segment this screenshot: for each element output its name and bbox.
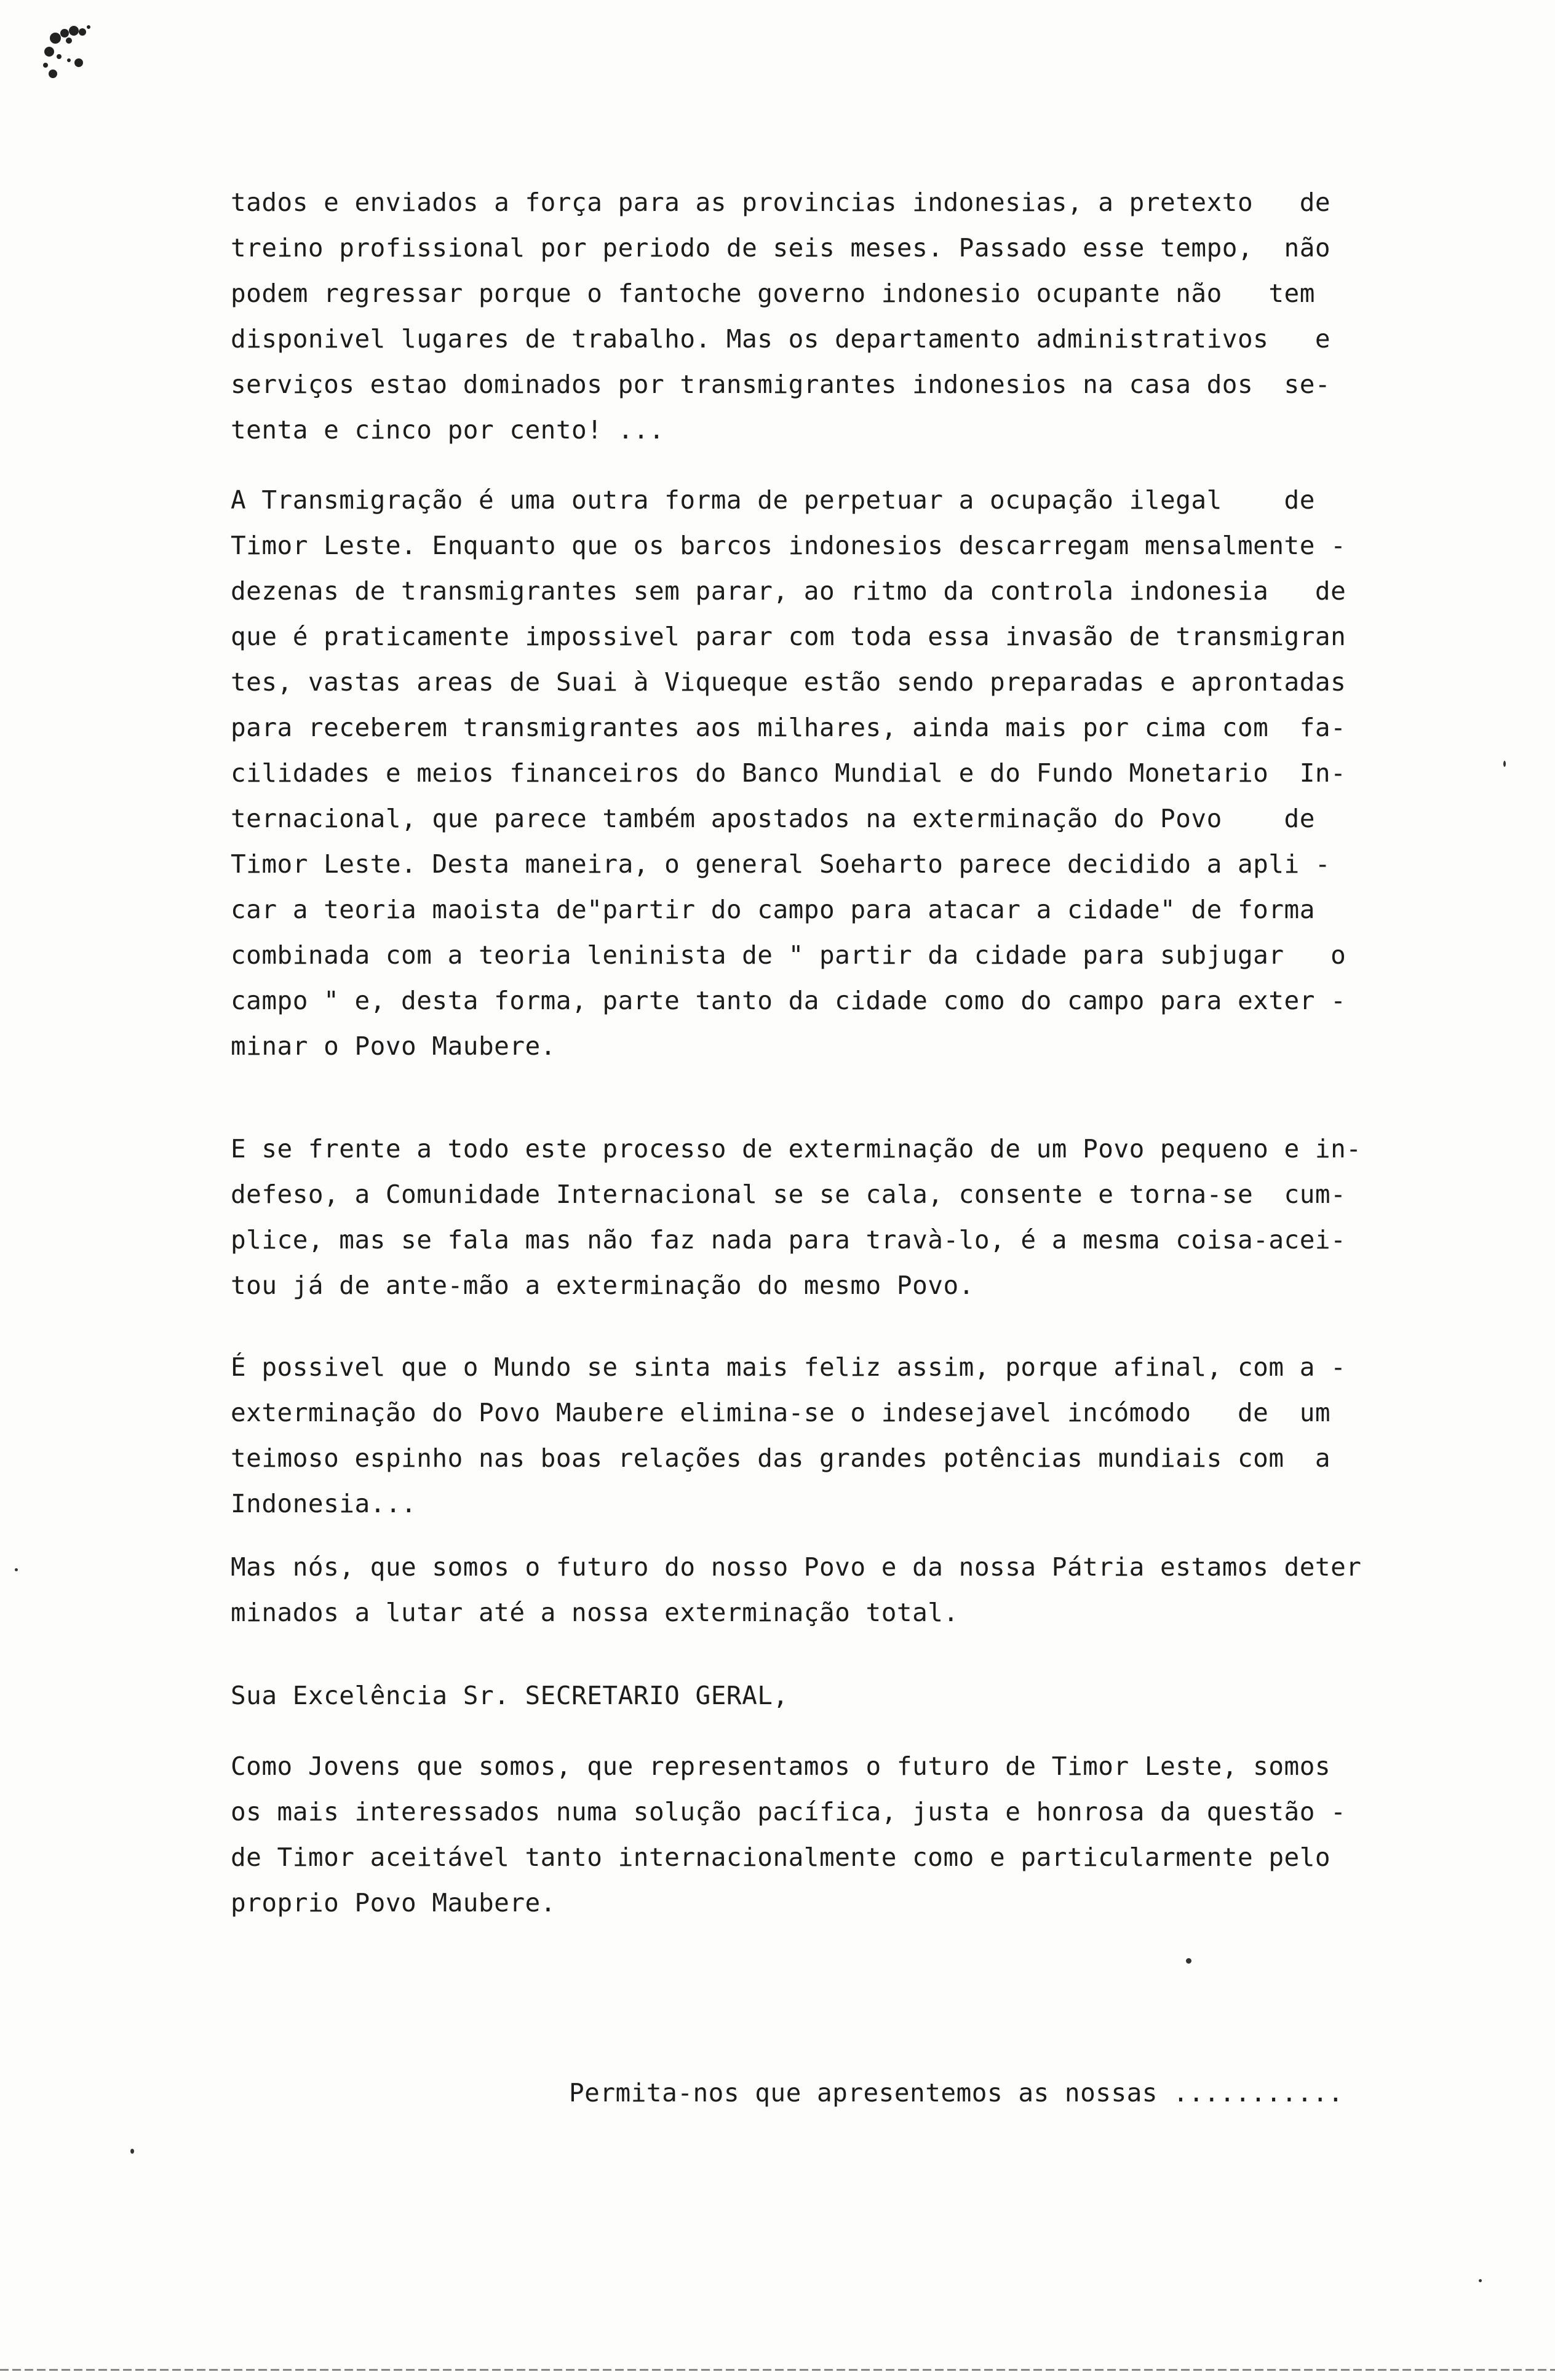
text-line: Indonesia...	[231, 1489, 417, 1518]
text-line: Timor Leste. Desta maneira, o general Soeharto parece decidido a apli -	[231, 849, 1331, 879]
text-line: cilidades e meios financeiros do Banco Mundial e do Fundo Monetario In-	[231, 758, 1346, 788]
paragraph-4	[231, 1344, 1430, 1526]
paragraph-1	[231, 180, 1430, 453]
ink-blot-mark	[31, 14, 105, 87]
text-line: campo " e, desta forma, parte tanto da cidade como do campo para exter -	[231, 986, 1346, 1015]
text-line: tados e enviados a força para as provincias indonesias, a pretexto de	[231, 188, 1331, 217]
text-line: disponivel lugares de trabalho. Mas os departamento administrativos e	[231, 324, 1331, 354]
text-line: plice, mas se fala mas não faz nada para travà-lo, é a mesma coisa-acei-	[231, 1225, 1346, 1255]
paragraph-5	[231, 1544, 1430, 1635]
paragraph-3	[231, 1126, 1430, 1308]
salutation	[231, 1673, 1430, 1718]
text-line: dezenas de transmigrantes sem parar, ao ritmo da controla indonesia de	[231, 576, 1346, 606]
text-line: os mais interessados numa solução pacífica, justa e honrosa da questão -	[231, 1797, 1346, 1827]
text-line: de Timor aceitável tanto internacionalmente como e particularmente pelo	[231, 1843, 1331, 1872]
salutation-text: Sua Excelência Sr. SECRETARIO GERAL,	[231, 1681, 789, 1710]
text-line: proprio Povo Maubere.	[231, 1888, 556, 1918]
text-line: tenta e cinco por cento! ...	[231, 415, 665, 445]
text-line: teimoso espinho nas boas relações das grandes potências mundiais com a	[231, 1443, 1331, 1473]
text-line: Como Jovens que somos, que representamos o futuro de Timor Leste, somos	[231, 1751, 1331, 1781]
ink-speck	[130, 2149, 134, 2154]
paragraph-6	[231, 1743, 1430, 1926]
ink-speck	[1479, 2279, 1482, 2282]
ink-speck	[15, 1568, 18, 1571]
text-line: serviços estao dominados por transmigrantes indonesios na casa dos se-	[231, 370, 1331, 399]
text-line: Timor Leste. Enquanto que os barcos indonesios descarregam mensalmente -	[231, 531, 1346, 560]
text-line: que é praticamente impossivel parar com toda essa invasão de transmigran	[231, 622, 1346, 651]
text-line: exterminação do Povo Maubere elimina-se o indesejavel incómodo de um	[231, 1398, 1331, 1427]
text-line: É possivel que o Mundo se sinta mais feliz assim, porque afinal, com a -	[231, 1352, 1346, 1382]
text-line: ternacional, que parece também apostados na exterminação do Povo de	[231, 804, 1315, 833]
ink-speck	[1503, 761, 1506, 767]
text-line: Mas nós, que somos o futuro do nosso Povo e da nossa Pátria estamos deter	[231, 1552, 1362, 1582]
text-line: tes, vastas areas de Suai à Viqueque estão sendo preparadas e aprontadas	[231, 667, 1346, 697]
text-line: para receberem transmigrantes aos milhares, ainda mais por cima com fa-	[231, 713, 1346, 742]
text-line: combinada com a teoria leninista de " partir da cidade para subjugar o	[231, 940, 1346, 970]
paragraph-2	[231, 477, 1430, 1069]
text-line: minados a lutar até a nossa exterminação total.	[231, 1598, 959, 1627]
ink-speck	[1186, 1958, 1191, 1964]
text-line: tou já de ante-mão a exterminação do mesmo Povo.	[231, 1271, 974, 1300]
text-line: podem regressar porque o fantoche governo indonesio ocupante não tem	[231, 279, 1315, 308]
closing-line: Permita-nos que apresentemos as nossas ...........	[569, 2078, 1344, 2108]
bottom-edge-line	[0, 2369, 1555, 2371]
text-line: minar o Povo Maubere.	[231, 1031, 556, 1061]
text-line: car a teoria maoista de"partir do campo para atacar a cidade" de forma	[231, 895, 1315, 924]
text-line: treino profissional por periodo de seis meses. Passado esse tempo, não	[231, 233, 1331, 263]
text-line: defeso, a Comunidade Internacional se se cala, consente e torna-se cum-	[231, 1180, 1346, 1209]
text-line: E se frente a todo este processo de exterminação de um Povo pequeno e in-	[231, 1134, 1362, 1164]
text-line: A Transmigração é uma outra forma de perpetuar a ocupação ilegal de	[231, 485, 1315, 515]
